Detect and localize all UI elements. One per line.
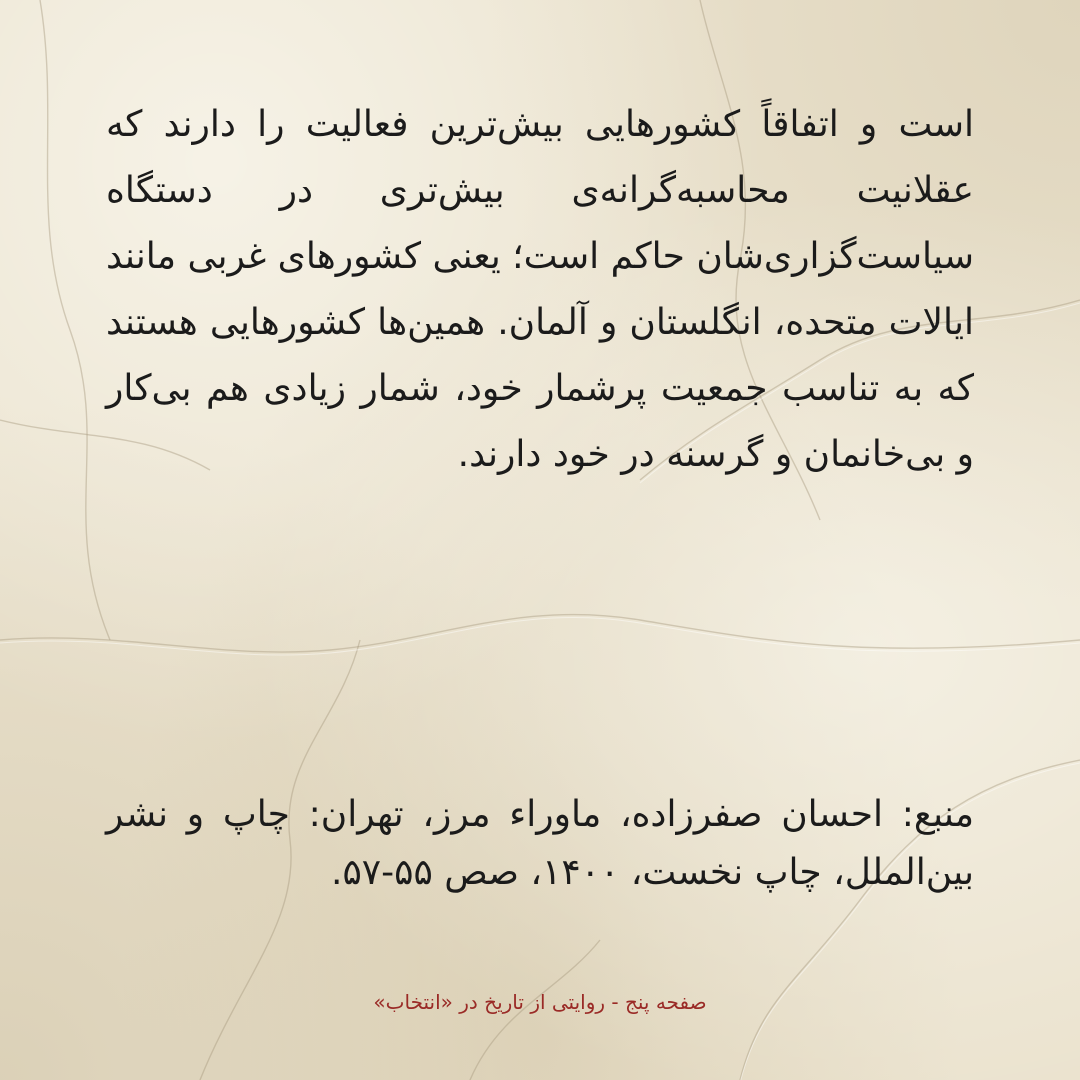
body-paragraph: است و اتفاقاً کشورهایی بیش‌ترین فعالیت را دارند که عقلانیت محاسبه‌گرانه‌ی بیش‌تری در دستگاه سیاست‌گزاری‌شان حاکم است؛ یعنی کشورهای غربی مانند ایالات متحده، انگلستان و آلمان. همین‌ها کشورهایی هستند که به تناسب جمعیت پرشمار خود، شمار زیادی هم بی‌کار و بی‌خانمان و گرسنه در خود دارند. xyxy=(106,104,974,475)
page-footer: صفحه پنج - روایتی از تاریخ در «انتخاب» xyxy=(373,990,707,1014)
source-citation: منبع: احسان صفرزاده، ماوراء مرز، تهران: چاپ و نشر بین‌الملل، چاپ نخست، ۱۴۰۰، صص ۵۵-۵۷. xyxy=(106,794,974,893)
